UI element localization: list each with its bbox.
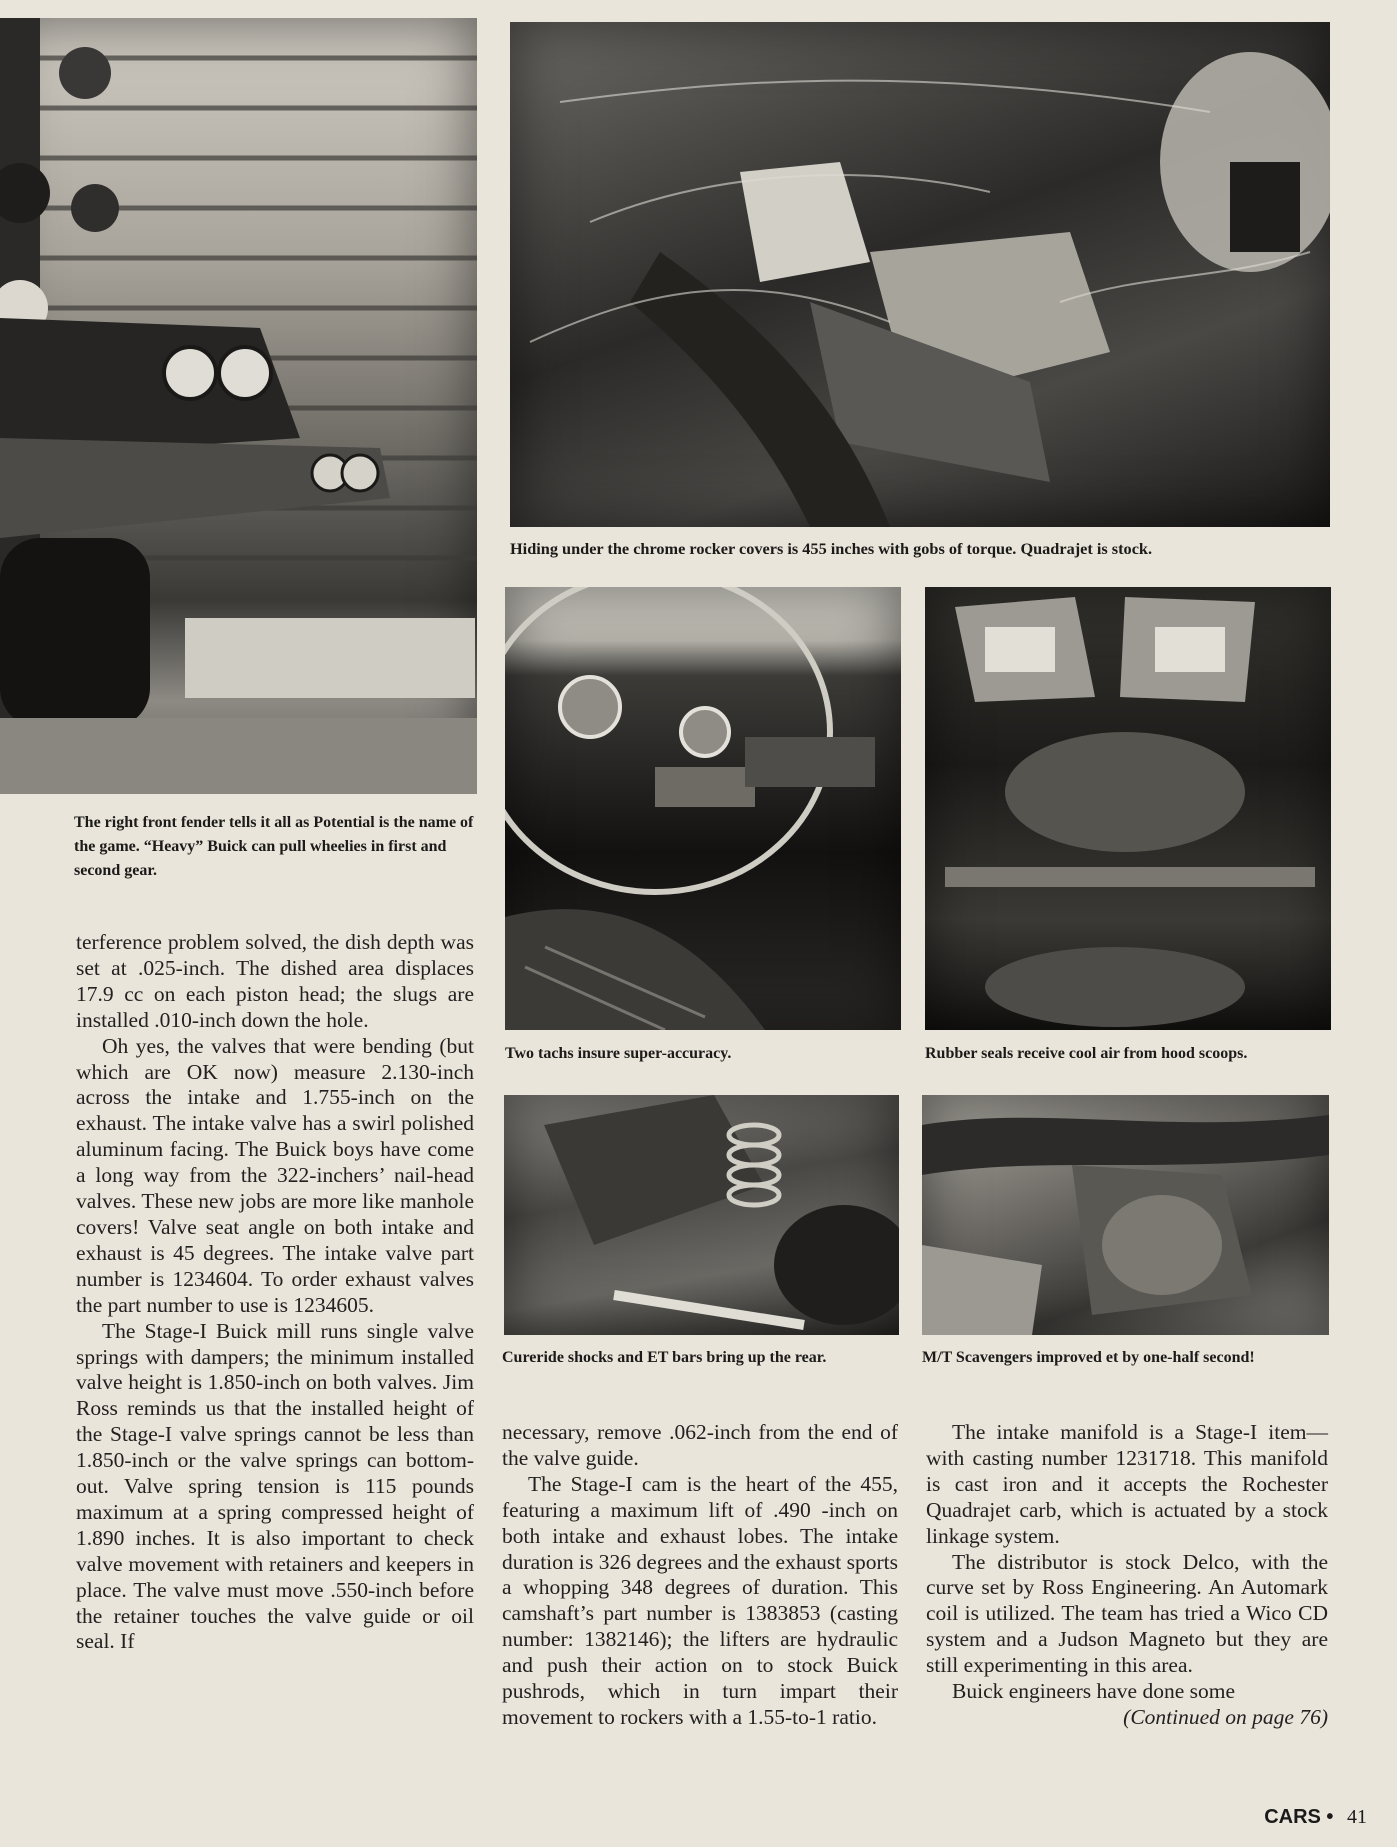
caption-dashboard: Two tachs insure super-accuracy. [505,1045,732,1062]
paragraph: terference problem solved, the dish depth was set at .025-inch. The dished area displaces 17.9 cc on each piston head; the slugs are installed .010-inch down the hole. [76,930,474,1032]
caption-rear-suspension: Cureride shocks and ET bars bring up the rear. [502,1349,827,1366]
photo-rear-suspension [504,1095,899,1335]
caption-hood-scoops: Rubber seals receive cool air from hood scoops. [925,1045,1248,1062]
page-footer [1264,1806,1367,1829]
paragraph: Oh yes, the valves that were bending (but which are OK now) measure 2.130-inch across the intake and 1.755-inch on the exhaust. The intake valve has a swirl polished aluminum facing. The Buick boys have come a long way from the 322-inchers’ nail-head valves. These new jobs are more like manhole covers! Valve seat angle on both intake and exhaust is 45 degrees. The intake valve part number is 1234604. To order exhaust valves the part number to use is 1234605. [76,1033,474,1317]
paragraph: Buick engineers have done some [952,1679,1235,1704]
paragraph: The distributor is stock Delco, with the curve set by Ross Engineering. An Automark coil is utilized. The team has tried a Wico CD system and a Judson Magneto but they are still experimenting in this area. [926,1549,1328,1678]
footer-bullet: • [1326,1806,1334,1828]
text-column-left [76,930,474,1655]
magazine-name: CARS [1264,1806,1321,1828]
photo-dashboard [505,587,901,1030]
paragraph: The Stage-I Buick mill runs single valve springs with dampers; the minimum installed valve height is 1.850-inch on both valves. Jim Ross reminds us that the installed height of the Stage-I valve springs cannot be less than 1.850-inch or the valve springs can bottom-out. Valve spring tension is 115 pounds maximum at a spring compressed height of 1.890 inches. It is also important to check valve movement with retainers and keepers in place. The valve must move .550-inch before the retainer touches the valve guide or oil seal. If [76,1318,474,1654]
photo-buick-front-fender [0,18,477,794]
paragraph: The Stage-I cam is the heart of the 455, featuring a maximum lift of .490 -inch on both intake and exhaust lobes. The intake duration is 326 degrees and the exhaust sports a whopping 348 degrees of duration. This camshaft’s part number is 1383853 (casting number: 1382146); the lifters are hydraulic and push their action on to stock Buick pushrods, which in turn impart their movement to rockers with a 1.55-to-1 ratio. [502,1471,898,1729]
text-column-right [926,1420,1328,1731]
caption-engine-bay: Hiding under the chrome rocker covers is 455 inches with gobs of torque. Quadrajet is stock. [510,539,1153,558]
paragraph: The intake manifold is a Stage-I item—with casting number 1231718. This manifold is cast iron and it accepts the Rochester Quadrajet carb, which is actuated by a stock linkage system. [926,1420,1328,1548]
continued-note: (Continued on page 76) [1123,1704,1328,1729]
text-column-middle [502,1420,898,1731]
photo-scavengers [922,1095,1329,1335]
caption-buick-front-fender: The right front fender tells it all as Potential is the name of the game. “Heavy” Buick can pull wheelies in first and second gear. [74,814,474,879]
photo-hood-scoops [925,587,1331,1030]
page-number: 41 [1347,1806,1367,1828]
paragraph: necessary, remove .062-inch from the end of the valve guide. [502,1420,898,1470]
photo-engine-bay [510,22,1330,527]
caption-scavengers: M/T Scavengers improved et by one-half second! [922,1349,1255,1366]
